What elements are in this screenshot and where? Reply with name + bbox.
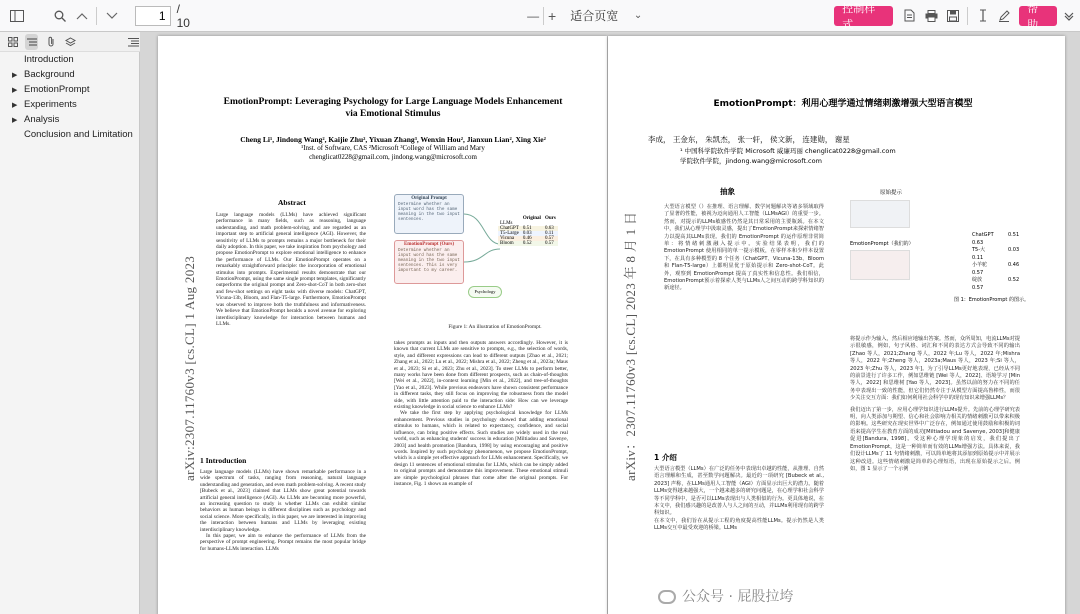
figure-emotion-title: EmotionPrompt (Ours) <box>403 242 455 247</box>
translated-intro-paragraph-2: 在本文中，我们旨在从提示工程的角度提高性能LLMs。提示仍然是人类LLMs交互中最受欢迎的桥梁。LLMs <box>654 517 824 532</box>
translated-affiliations: ¹ 中国科学院软件学院 Microsoft 威廉玛丽 chenglicat0228@gmail.com <box>680 147 896 155</box>
translated-fig-cell: T5-大 <box>972 247 986 253</box>
translated-fig-caption: 图 1：EmotionPrompt 的图示。 <box>954 297 1029 303</box>
translated-abstract: 大型语言模型（）在推理、语言理解、数学问题解决等诸多领域取得了显著的性能，被视为迈向通用人工智能（LLMsAGI）的重要一步。然而，对提示的LLMs敏感性仍然是其日常采用的主要瓶颈。在本文中，我们从心理学中汲取灵感，提出了EmotionPrompt来探索情绪智力以提高其LLMs表现。我们的 EmotionPrompt 的运作原理非常简单：将情绪刺激融入提示中。实验结果表明，我们的 EmotionPrompt 使用相同的单一提示模板，在零样本和少样本设置下，在具有多种模型的 8 个任务（ChatGPT、Vicuna-13b、Bloom 和 Flan-T5-large）上都明显优于原始提示和 Zero-shot-CoT。此外，观察到 EmotionPrompt 提高了真实性和信息性。我们相信，EmotionPrompt预示着探索人类与LLMs人之间互动的跨学科知识的新途径。 <box>664 204 824 292</box>
translated-fig-box-2 <box>850 250 910 280</box>
translated-fig-cell: 0.11 <box>972 254 984 261</box>
arxiv-stamp: arXiv:2307.11760v3 [cs.CL] 1 Aug 2023 <box>182 255 197 481</box>
column-2-paragraph-1: takes prompts as inputs and then outputs answers accordingly. However, it is known that current LLMs are sensitive to prompts, e.g., the selection of words, style, and different expressions can lead to different outputs [Zhao et al., 2021; Zhang et al., 2022; Lu et al., 2022; Mishra et al., 2022; Zheng et al., 2023a; Maus et al., 2023; Si et al., 2023; Zhu et al., 2023]. To steer LLMs to perform better, many works have been done from different prospects, such as chain-of-thoughts [Wei et al., 2022], in-context learning [Min et al., 2022], and tree-of-thoughts [Yao et al., 2023]. While previous endeavors have shown consistent performance in different tasks, they still focus on improving the robustness from the model side, with little attention paid to the interaction side: How can we leverage existing knowledge in social science to enhance LLMs? <box>394 340 568 411</box>
translated-fig-row <box>972 232 1044 247</box>
expand-triangle-icon[interactable]: ▶ <box>12 101 18 109</box>
translated-right-paragraph-1: 将提示作为输入，然后相应地输出答案。然而，众所周知，电流LLMs对提示很敏感，例如，句子风格、词汇和不同的表达方式会导致不同的输出 [Zhao 等人，2021;Zhang 等人，2022 年;Lu 等人，2022 年;Mishra 等人，2022 年;Zheng 等人，2023a;Maus 等人，2023 年;Si 等人，2023 年;Zhu 等人，2023 年]。为了引导LLMs更好地表现，已经从不同的前景进行了许多工作，例如思维链 [Wei 等人，2022]、语境学习 [Min 等人，2022] 和思维树 [Yao 等人，2023]。虽然以前的努力在不同的任务中表现出一致的性能，但它们仍然专注于从模型方面提高鲁棒性，而很少关注交互方面：我们如何利用社会科学中的现有知识来增强LLMs？ <box>850 336 1020 402</box>
text-cursor-icon[interactable] <box>972 5 993 27</box>
save-icon[interactable] <box>942 5 963 27</box>
translated-authors: 李成， 王金东， 朱凯杰， 张一轩， 侯文新， 连建勋， 谢星 <box>648 135 850 144</box>
figure-original-box <box>394 194 464 234</box>
outline-item-label: Background <box>24 69 75 80</box>
zoom-out-button[interactable]: — <box>527 8 540 23</box>
outline-item[interactable] <box>0 67 139 82</box>
intro-paragraph-2: In this paper, we aim to enhance the performance of LLMs from the perspective of prompt engineering. Prompt remains the most popular bridge for humans-LLMs interaction. LLMs <box>200 533 366 552</box>
outline-list <box>0 52 139 142</box>
translated-abstract-heading: 抽象 <box>720 187 735 196</box>
page-number-input[interactable] <box>135 6 171 26</box>
intro-text <box>200 469 366 552</box>
zoom-select-value: 适合页宽 <box>570 9 619 23</box>
page-total-label: / 10 <box>176 1 190 30</box>
translated-arxiv-stamp: arXiv：2307.11760v3 [cs.CL] 2023 年 8 月 1 日 <box>623 211 638 481</box>
watermark-text: 公众号 · 屁股拉垮 <box>682 589 794 605</box>
translated-intro-paragraph-1: 大型语言模型（LLMs）在广泛的任务中表现出卓越的性能，从推理、自然语言理解和生成，甚至数学问题解决。最近的一项研究 [Bubeck et al., 2023] 声称，在LLMs通用人工智能（AGI）方面显示出巨大的潜力。随着LLMs变得越来越强大，一个越来越多的研究问题是，在心理学和社会科学等不同学科中，是否可以LLMs表现出与人类相似的行为。更具体地说，在本文中，我们感兴趣的是改善人与人之间的互动，并LLMs利用现有的跨学科知识。 <box>654 466 824 517</box>
translated-right-paragraph-2: 我们迈出了第一步，应用心理学知识进行LLMs提升。先前的心理学研究表明，向人类添加与期望、信心和社会影响力相关的情绪刺激可以带来积极的影响。这些研究在现实世界中广泛存在，例如通过使用鼓励和积极的词语来提高学生在教育方面的成功[Miltiadou and Savenye, 2003]和健康促进[Bandura, 1998]。受这种心理学现象的启发，我们提出了 EmotionPrompt，这是一种简单而有效的LLMs增强方法。具体来说，我们设计LLMs了 11 句情绪刺激，可以简单地将其添加到原始提示中并展示这种改进。这些情绪刺激是简单的心理短语，出现在原始提示之后。例如，图 1 显示了一个示例 <box>850 406 1020 472</box>
figure-original-text: Determine whether an input word has the same meaning in the two input sentences. <box>398 202 460 222</box>
table-cell: 0.52 <box>522 241 532 246</box>
control-style-button[interactable]: 控制样式 <box>834 6 893 26</box>
table-cell: 0.57 <box>544 236 554 241</box>
translated-affiliations-2: 学院软件学院，jindong.wang@microsoft.com <box>680 157 822 165</box>
chevron-down-icon: ⌄ <box>633 10 643 21</box>
next-page-icon[interactable] <box>101 5 122 27</box>
emails: chenglicat0228@gmail.com, jindong.wang@microsoft.com <box>309 153 477 161</box>
zoom-select[interactable] <box>564 6 648 26</box>
toolbar-divider <box>96 7 97 25</box>
outline-item-label: Analysis <box>24 114 60 125</box>
translated-fig-label-2: EmotionPrompt（我们的） <box>850 241 914 247</box>
document-view[interactable] <box>140 32 1080 614</box>
table-header-cell: Original <box>522 216 541 221</box>
toolbar-divider <box>967 7 968 25</box>
translated-fig-row <box>972 247 1044 262</box>
affiliations: ¹Inst. of Software, CAS ²Microsoft ³College of William and Mary <box>301 144 485 152</box>
paper-title: EmotionPrompt: Leveraging Psychology for Large Language Models Enhancement via Emotional Stimulus <box>223 97 563 119</box>
translated-fig-label-1: 原始提示 <box>880 190 903 196</box>
author-list: Cheng Li¹, Jindong Wang², Kaijie Zhu², Yixuan Zhang³, Wenxin Hou², Jianxun Lian², Xing Xie² <box>240 135 546 144</box>
table-cell: 0.11 <box>544 231 554 236</box>
outline-item[interactable] <box>0 97 139 112</box>
more-menu-icon[interactable] <box>1059 5 1080 27</box>
expand-triangle-icon[interactable]: ▶ <box>12 71 18 79</box>
translated-fig-box-1 <box>850 200 910 228</box>
paper-authors <box>198 135 588 162</box>
table-cell: 0.46 <box>522 236 532 241</box>
translated-fig-cell: 0.57 <box>972 284 984 291</box>
wechat-logo-icon <box>658 590 676 604</box>
figure-results-table <box>498 216 558 246</box>
print-icon[interactable] <box>921 5 942 27</box>
table-row <box>498 241 558 246</box>
translated-right-column <box>850 336 1020 473</box>
translated-fig-cell: 绽放 <box>972 277 983 283</box>
translated-fig-cell: 0.46 <box>1008 262 1020 268</box>
translated-figure <box>844 186 1044 336</box>
table-header-cell: Ours <box>544 216 556 221</box>
wechat-watermark <box>658 586 793 606</box>
expand-triangle-icon[interactable]: ▶ <box>12 116 18 124</box>
column-2-text <box>394 340 568 487</box>
outline-item[interactable] <box>0 127 139 142</box>
table-cell: 0.63 <box>544 226 554 231</box>
translated-title: EmotionPrompt：利用心理学通过情绪刺激增强大型语言模型 <box>713 99 973 109</box>
table-cell: ChatGPT <box>500 226 519 231</box>
translated-fig-row <box>972 262 1044 277</box>
translated-fig-cell: 小羊驼 <box>972 262 988 268</box>
table-cell: Bloom <box>500 241 514 246</box>
figure-emotion-box <box>394 240 464 284</box>
outline-item-label: EmotionPrompt <box>24 84 90 95</box>
translated-intro <box>654 466 824 533</box>
previous-page-icon[interactable] <box>71 5 92 27</box>
draw-pen-icon[interactable] <box>994 5 1015 27</box>
intro-paragraph-1: Large language models (LLMs) have shown remarkable performance in a wide spectrum of tasks, ranging from reasoning, natural language understanding and generation, and even math problem-solving. A recent study [Bubeck et al., 2023] claimed that LLMs show great potential towards artificial general intelligence (AGI). As LLMs are becoming more powerful, an increasing question to study is whether LLMs can exhibit similar behaviors as human beings in different disciplines such as psychology and social science. More specifically, in this paper, we are interested in improving the interaction between humans and LLMs by leveraging existing interdisciplinary knowledge. <box>200 469 366 533</box>
figure-caption: Figure 1: An illustration of EmotionPrompt. <box>448 324 542 330</box>
outline-item-label: Conclusion and Limitation <box>24 129 133 140</box>
figure-psychology-label: Psychology <box>474 289 496 294</box>
outline-sidebar <box>0 52 140 614</box>
outline-item-label: Experiments <box>24 99 77 110</box>
outline-options-icon[interactable] <box>127 34 140 50</box>
outline-item-label: Introduction <box>24 54 74 65</box>
thumbnails-icon[interactable] <box>6 34 19 50</box>
outline-list-icon[interactable] <box>25 34 38 50</box>
table-cell: 0.51 <box>522 226 532 231</box>
search-icon[interactable] <box>49 5 70 27</box>
translated-fig-row <box>972 277 1044 292</box>
abstract-heading: Abstract <box>278 198 306 207</box>
toolbar-divider <box>543 7 544 25</box>
table-cell: LLMs <box>500 221 513 226</box>
outline-item[interactable] <box>0 82 139 97</box>
translated-fig-cell: 0.52 <box>1008 277 1020 283</box>
translated-fig-table <box>972 232 1044 292</box>
outline-item[interactable] <box>0 112 139 127</box>
table-cell: 0.03 <box>522 231 532 236</box>
table-cell: T5-Large <box>500 231 519 236</box>
layers-icon[interactable] <box>64 34 77 50</box>
abstract-text: Large language models (LLMs) have achieved significant performance in many fields, such as reasoning, language understanding, and math problem-solving, and are regarded as an important step to artificial general intelligence (AGI). However, the sensitivity of LLMs to prompts remains a major bottleneck for their daily adoption. In this paper, we take inspiration from psychology and propose EmotionPrompt to explore emotional intelligence to enhance the performance of LLMs. Our EmotionPrompt operates on a remarkably straightforward principle: the incorporation of emotional stimulus into prompts. Experimental results demonstrate that our EmotionPrompt, using the same single prompt templates, significantly outperforms the original prompt and Zero-shot-CoT in both zero-shot and few-shot settings on eight tasks with diverse models: ChatGPT, Vicuna-13b, Bloom, and Flan-T5-large. Furthermore, EmotionPrompt was observed to improve both the truthfulness and informativeness. We believe that EmotionPrompt heralds a novel avenue for exploring interdisciplinary knowledge for interaction between humans and LLMs. <box>216 212 366 327</box>
pdf-page-english <box>158 36 607 614</box>
sidebar-tabs <box>0 32 140 52</box>
pdf-toolbar <box>0 0 1080 32</box>
figure-emotion-text: Determine whether an input word has the same meaning in the two input sentences. This is very important to my career. <box>398 248 460 273</box>
translated-fig-cell: 0.03 <box>1008 247 1020 253</box>
figure-original-title: Original Prompt <box>411 196 447 201</box>
pdf-page-chinese <box>608 36 1065 614</box>
translated-fig-cell: ChatGPT <box>972 232 994 238</box>
help-button[interactable]: 帮助 <box>1019 6 1056 26</box>
zoom-in-button[interactable]: + <box>548 7 557 24</box>
expand-triangle-icon[interactable]: ▶ <box>12 86 18 94</box>
translated-intro-heading: 1 介绍 <box>654 453 677 462</box>
translated-fig-cell: 0.63 <box>972 239 984 246</box>
figure-1 <box>394 194 580 302</box>
document-icon[interactable] <box>899 5 920 27</box>
sidebar-toggle-icon[interactable] <box>6 5 27 27</box>
table-cell: 0.57 <box>544 241 554 246</box>
outline-item[interactable] <box>0 52 139 67</box>
table-cell: Vicuna <box>500 236 515 241</box>
translated-fig-cell: 0.51 <box>1008 232 1020 238</box>
figure-psychology-badge <box>468 286 502 298</box>
table-body <box>498 221 558 246</box>
column-2-paragraph-2: We take the first step by applying psychological knowledge for LLMs enhancement. Previous studies in psychology showed that adding emotional stimulus to humans, which is related to expectancy, confidence, and social influence, can bring positive effects. Such studies are widely used in the real world, such as enhancing students' success in education [Miltiadou and Savenye, 2003] and health promotion [Bandura, 1998] by using encouraging and positive words. Inspired by such psychology phenomenon, we propose EmotionPrompt, which is a simple yet effective approach for LLMs enhancement. Specifically, we design 11 sentences of emotional stimulus for LLMs, which can be simply added to original prompts and demonstrate this improvement. These emotional stimuli are simple psychological phrases that come after the original prompts. For instance, Fig. 1 shows an example of <box>394 410 568 487</box>
translated-fig-cell: 0.57 <box>972 269 984 276</box>
intro-heading: 1 Introduction <box>200 456 247 465</box>
attachment-icon[interactable] <box>44 34 57 50</box>
